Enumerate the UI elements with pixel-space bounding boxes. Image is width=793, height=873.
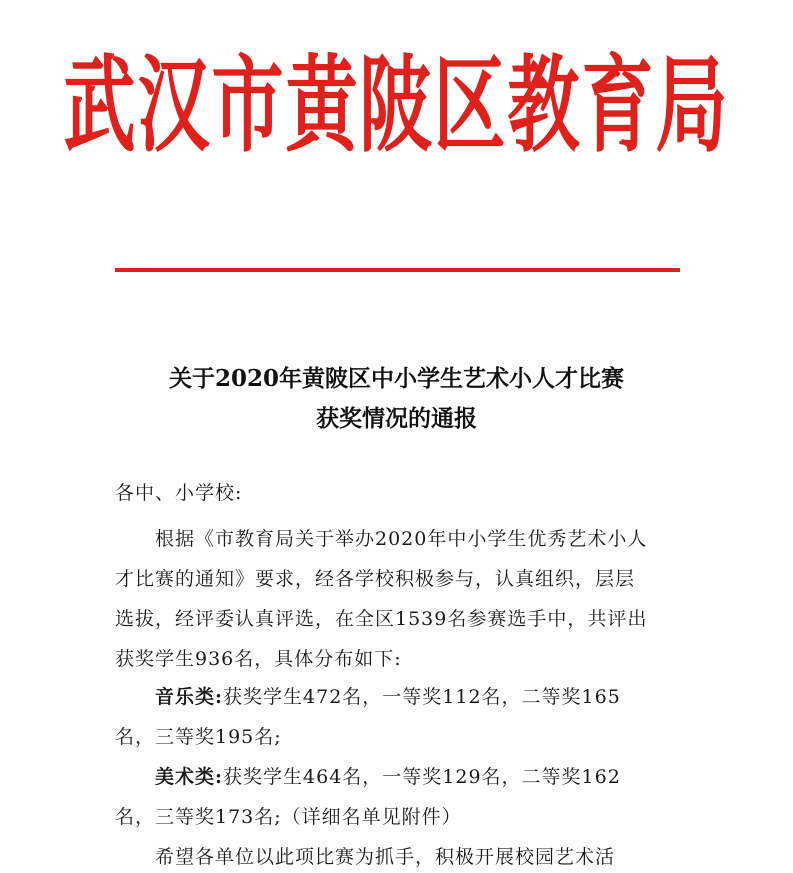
paragraph-1-line-2: 才比赛的通知》要求，经各学校积极参与，认真组织，层层 bbox=[115, 568, 636, 590]
closing-paragraph-line-1: 希望各单位以此项比赛为抓手，积极开展校园艺术活 bbox=[155, 846, 616, 868]
paragraph-1-line-3: 选拔，经评委认真评选，在全区1539名参赛选手中，共评出 bbox=[115, 608, 648, 630]
masthead-title: 武汉市黄陂区教育局 bbox=[63, 44, 730, 166]
art-category-text: 获奖学生464名，一等奖129名，二等奖162 bbox=[223, 766, 621, 788]
music-category-line-1 bbox=[155, 688, 695, 707]
art-category-line-2: 名，三等奖173名;（详细名单见附件） bbox=[115, 806, 462, 828]
music-category-line-2: 名，三等奖195名; bbox=[115, 726, 282, 748]
red-divider-line bbox=[115, 268, 680, 272]
paragraph-1-line-4: 获奖学生936名，具体分布如下: bbox=[115, 648, 402, 670]
paragraph-1-line-1: 根据《市教育局关于举办2020年中小学生优秀艺术小人 bbox=[155, 528, 648, 550]
document-title-line-2: 获奖情况的通报 bbox=[316, 405, 477, 432]
music-category-text: 获奖学生472名，一等奖112名，二等奖165 bbox=[223, 686, 621, 708]
art-category-line-1 bbox=[155, 768, 695, 787]
document-title-line-1: 关于2020年黄陂区中小学生艺术小人才比赛 bbox=[168, 365, 624, 392]
music-category-label: 音乐类: bbox=[155, 686, 224, 708]
salutation: 各中、小学校: bbox=[115, 482, 243, 504]
art-category-label: 美术类: bbox=[155, 766, 224, 788]
